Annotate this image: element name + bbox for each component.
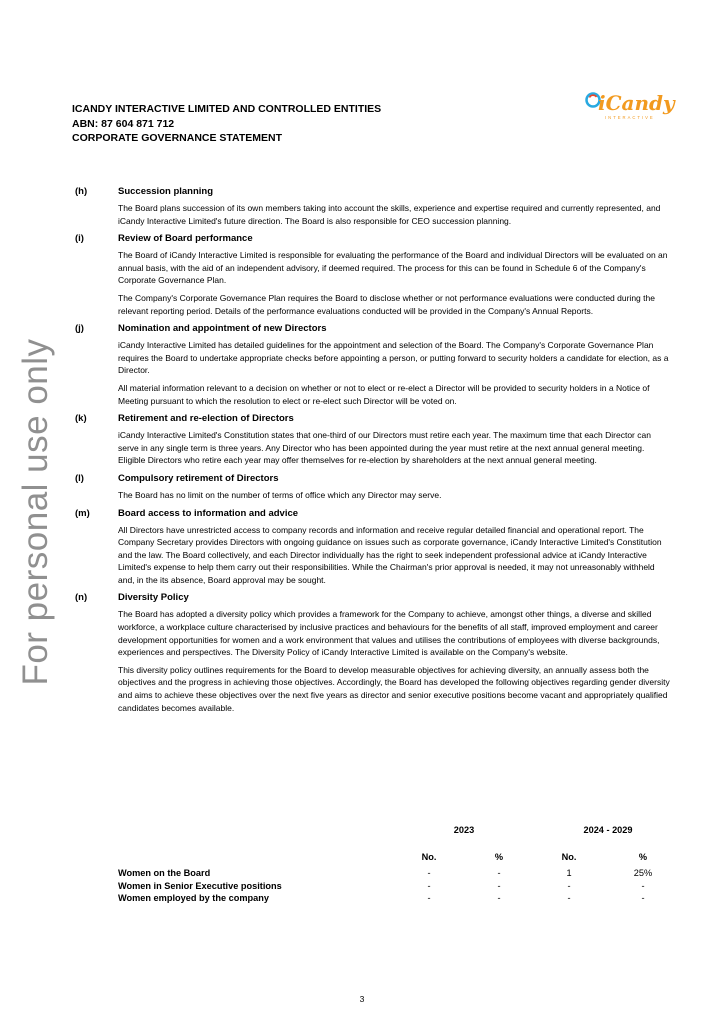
gender-diversity-table bbox=[118, 824, 682, 905]
section-paragraph: The Company's Corporate Governance Plan requires the Board to disclose whether or not performance evaluations were conducted during the relevant reporting period. Details of the performance evaluations conducted will be provided in the Company's Annual Reports. bbox=[118, 292, 655, 316]
table-row bbox=[118, 867, 682, 880]
section-paragraph: The Board plans succession of its own members taking into account the skills, experience and expertise required and currently represented, and iCandy Interactive Limited's future direction. The Board is also responsible for CEO succession planning. bbox=[118, 203, 661, 226]
section bbox=[72, 232, 672, 317]
section-paragraph: iCandy Interactive Limited's Constitution states that one-third of our Directors must retire each year. The maximum time that each Director can serve in any single term is three years. Any Director who has been appointed during the year must retire at the next annual general meeting. Eligible Directors who retire each year may offer themselves for re-election by shareholders at the next annual general meeting. bbox=[118, 430, 651, 466]
section bbox=[72, 507, 672, 587]
section-paragraph: The Board has no limit on the number of terms of office which any Director may serve. bbox=[118, 489, 442, 500]
section-letter: (l) bbox=[75, 472, 84, 484]
cell: - bbox=[497, 880, 501, 891]
cell: - bbox=[427, 868, 431, 879]
section-paragraph: iCandy Interactive Limited has detailed guidelines for the appointment and selection of the Board. The Company's Corporate Governance Plan requires the Board to undertake appropriate checks before appointing a person, or putting forward to security holders a candidate for election, as a Director. bbox=[118, 340, 669, 376]
cell: - bbox=[497, 868, 501, 879]
column-header: No. bbox=[421, 851, 437, 862]
table-row bbox=[118, 892, 682, 905]
row-label: Women in Senior Executive positions bbox=[118, 880, 282, 891]
logo-subtext: INTERACTIVE bbox=[605, 115, 655, 120]
section-paragraph: The Board has adopted a diversity policy which provides a framework for the Company to achieve, amongst other things, a diverse and skilled workforce, a workplace culture characterised by inclusive practices and behaviours for the benefits of all staff, improved employment and career development opportunities for women and a work environment that values and utilises the contributions of employees with diverse backgrounds, experiences and perspectives. The Diversity Policy of iCandy Interactive Limited is available on the Company's website. bbox=[118, 609, 660, 658]
section-paragraph: All Directors have unrestricted access to company records and information and receive regular detailed financial and operational report. The Company Secretary provides Directors with ongoing guidance on issues such as corporate governance, iCandy Interactive Limited's Constitution and the law. The Board collectively, and each Director individually has the right to seek independent professional advice at iCandy Interactive Limited's expense to help them carry out their responsibilities. While the Chairman's prior approval is needed, it may not unreasonably withheld and, in the its absence, Board approval may be sought. bbox=[118, 524, 662, 585]
section bbox=[72, 591, 672, 714]
row-label: Women on the Board bbox=[118, 868, 211, 879]
section-title: Compulsory retirement of Directors bbox=[118, 472, 279, 484]
section-paragraph: All material information relevant to a decision on whether or not to elect or re-elect a Director will be provided to security holders in a Notice of Meeting pursuant to which the resolution to elect or re-elect such Director will be voted on. bbox=[118, 382, 650, 406]
governance-content bbox=[72, 185, 672, 719]
section-letter: (k) bbox=[75, 413, 87, 425]
section-title: Retirement and re-election of Directors bbox=[118, 413, 294, 425]
section bbox=[72, 412, 672, 467]
section-heading bbox=[72, 412, 672, 425]
cell: - bbox=[567, 880, 571, 891]
column-header: % bbox=[638, 851, 648, 862]
icandy-logo bbox=[585, 86, 677, 122]
logo-wordmark: iCandy bbox=[598, 91, 675, 115]
column-header: % bbox=[494, 851, 504, 862]
table-column-row bbox=[118, 851, 682, 864]
section-heading bbox=[72, 507, 672, 520]
section bbox=[72, 185, 672, 227]
watermark: For personal use only bbox=[16, 338, 55, 686]
section-letter: (m) bbox=[75, 507, 90, 519]
section-heading bbox=[72, 185, 672, 198]
cell: 1 bbox=[566, 868, 572, 879]
section-heading bbox=[72, 472, 672, 485]
cell: - bbox=[427, 893, 431, 904]
company-abn: ABN: 87 604 871 712 bbox=[72, 117, 175, 130]
cell: - bbox=[641, 880, 645, 891]
section-letter: (j) bbox=[75, 323, 84, 335]
section-paragraph: The Board of iCandy Interactive Limited is responsible for evaluating the performance of the Board and individual Directors will be evaluated on an annual basis, with the aid of an independent advisory, if deemed required. The process for this can be found in Schedule 6 of the Company's Corporate Governance Plan. bbox=[118, 250, 668, 286]
section-title: Diversity Policy bbox=[118, 592, 189, 604]
section-title: Board access to information and advice bbox=[118, 507, 299, 519]
table-row bbox=[118, 880, 682, 893]
section-title: Review of Board performance bbox=[118, 233, 253, 245]
section-letter: (h) bbox=[75, 186, 88, 197]
document-title: CORPORATE GOVERNANCE STATEMENT bbox=[72, 132, 283, 144]
row-label: Women employed by the company bbox=[118, 893, 269, 904]
company-name: ICANDY INTERACTIVE LIMITED AND CONTROLLED ENTITIES bbox=[72, 103, 382, 115]
cell: 25% bbox=[633, 868, 653, 879]
section-letter: (n) bbox=[75, 592, 88, 604]
section-paragraph: This diversity policy outlines requirements for the Board to develop measurable objectives for achieving diversity, an annually assess both the objectives and the progress in achieving those objectives. Accordingly, the Board has developed the following objectives regarding gender diversity and aims to achieve these objectives over the next five years as director and senior executive positions become vacant and appropriately qualified candidates becomes available. bbox=[118, 664, 670, 713]
table-period-row bbox=[118, 824, 682, 837]
section-letter: (i) bbox=[75, 233, 84, 245]
cell: - bbox=[641, 893, 645, 904]
cell: - bbox=[567, 893, 571, 904]
section-title: Nomination and appointment of new Directors bbox=[118, 323, 327, 335]
column-header: No. bbox=[561, 851, 577, 862]
period-header: 2023 bbox=[453, 825, 475, 836]
section bbox=[72, 322, 672, 407]
section-heading bbox=[72, 591, 672, 604]
section-heading bbox=[72, 322, 672, 335]
cell: - bbox=[497, 893, 501, 904]
period-header: 2024 - 2029 bbox=[583, 825, 633, 836]
section-heading bbox=[72, 232, 672, 245]
section bbox=[72, 472, 672, 502]
document-header bbox=[72, 102, 381, 146]
section-title: Succession planning bbox=[118, 186, 214, 197]
page-number: 3 bbox=[359, 994, 365, 1004]
cell: - bbox=[427, 880, 431, 891]
